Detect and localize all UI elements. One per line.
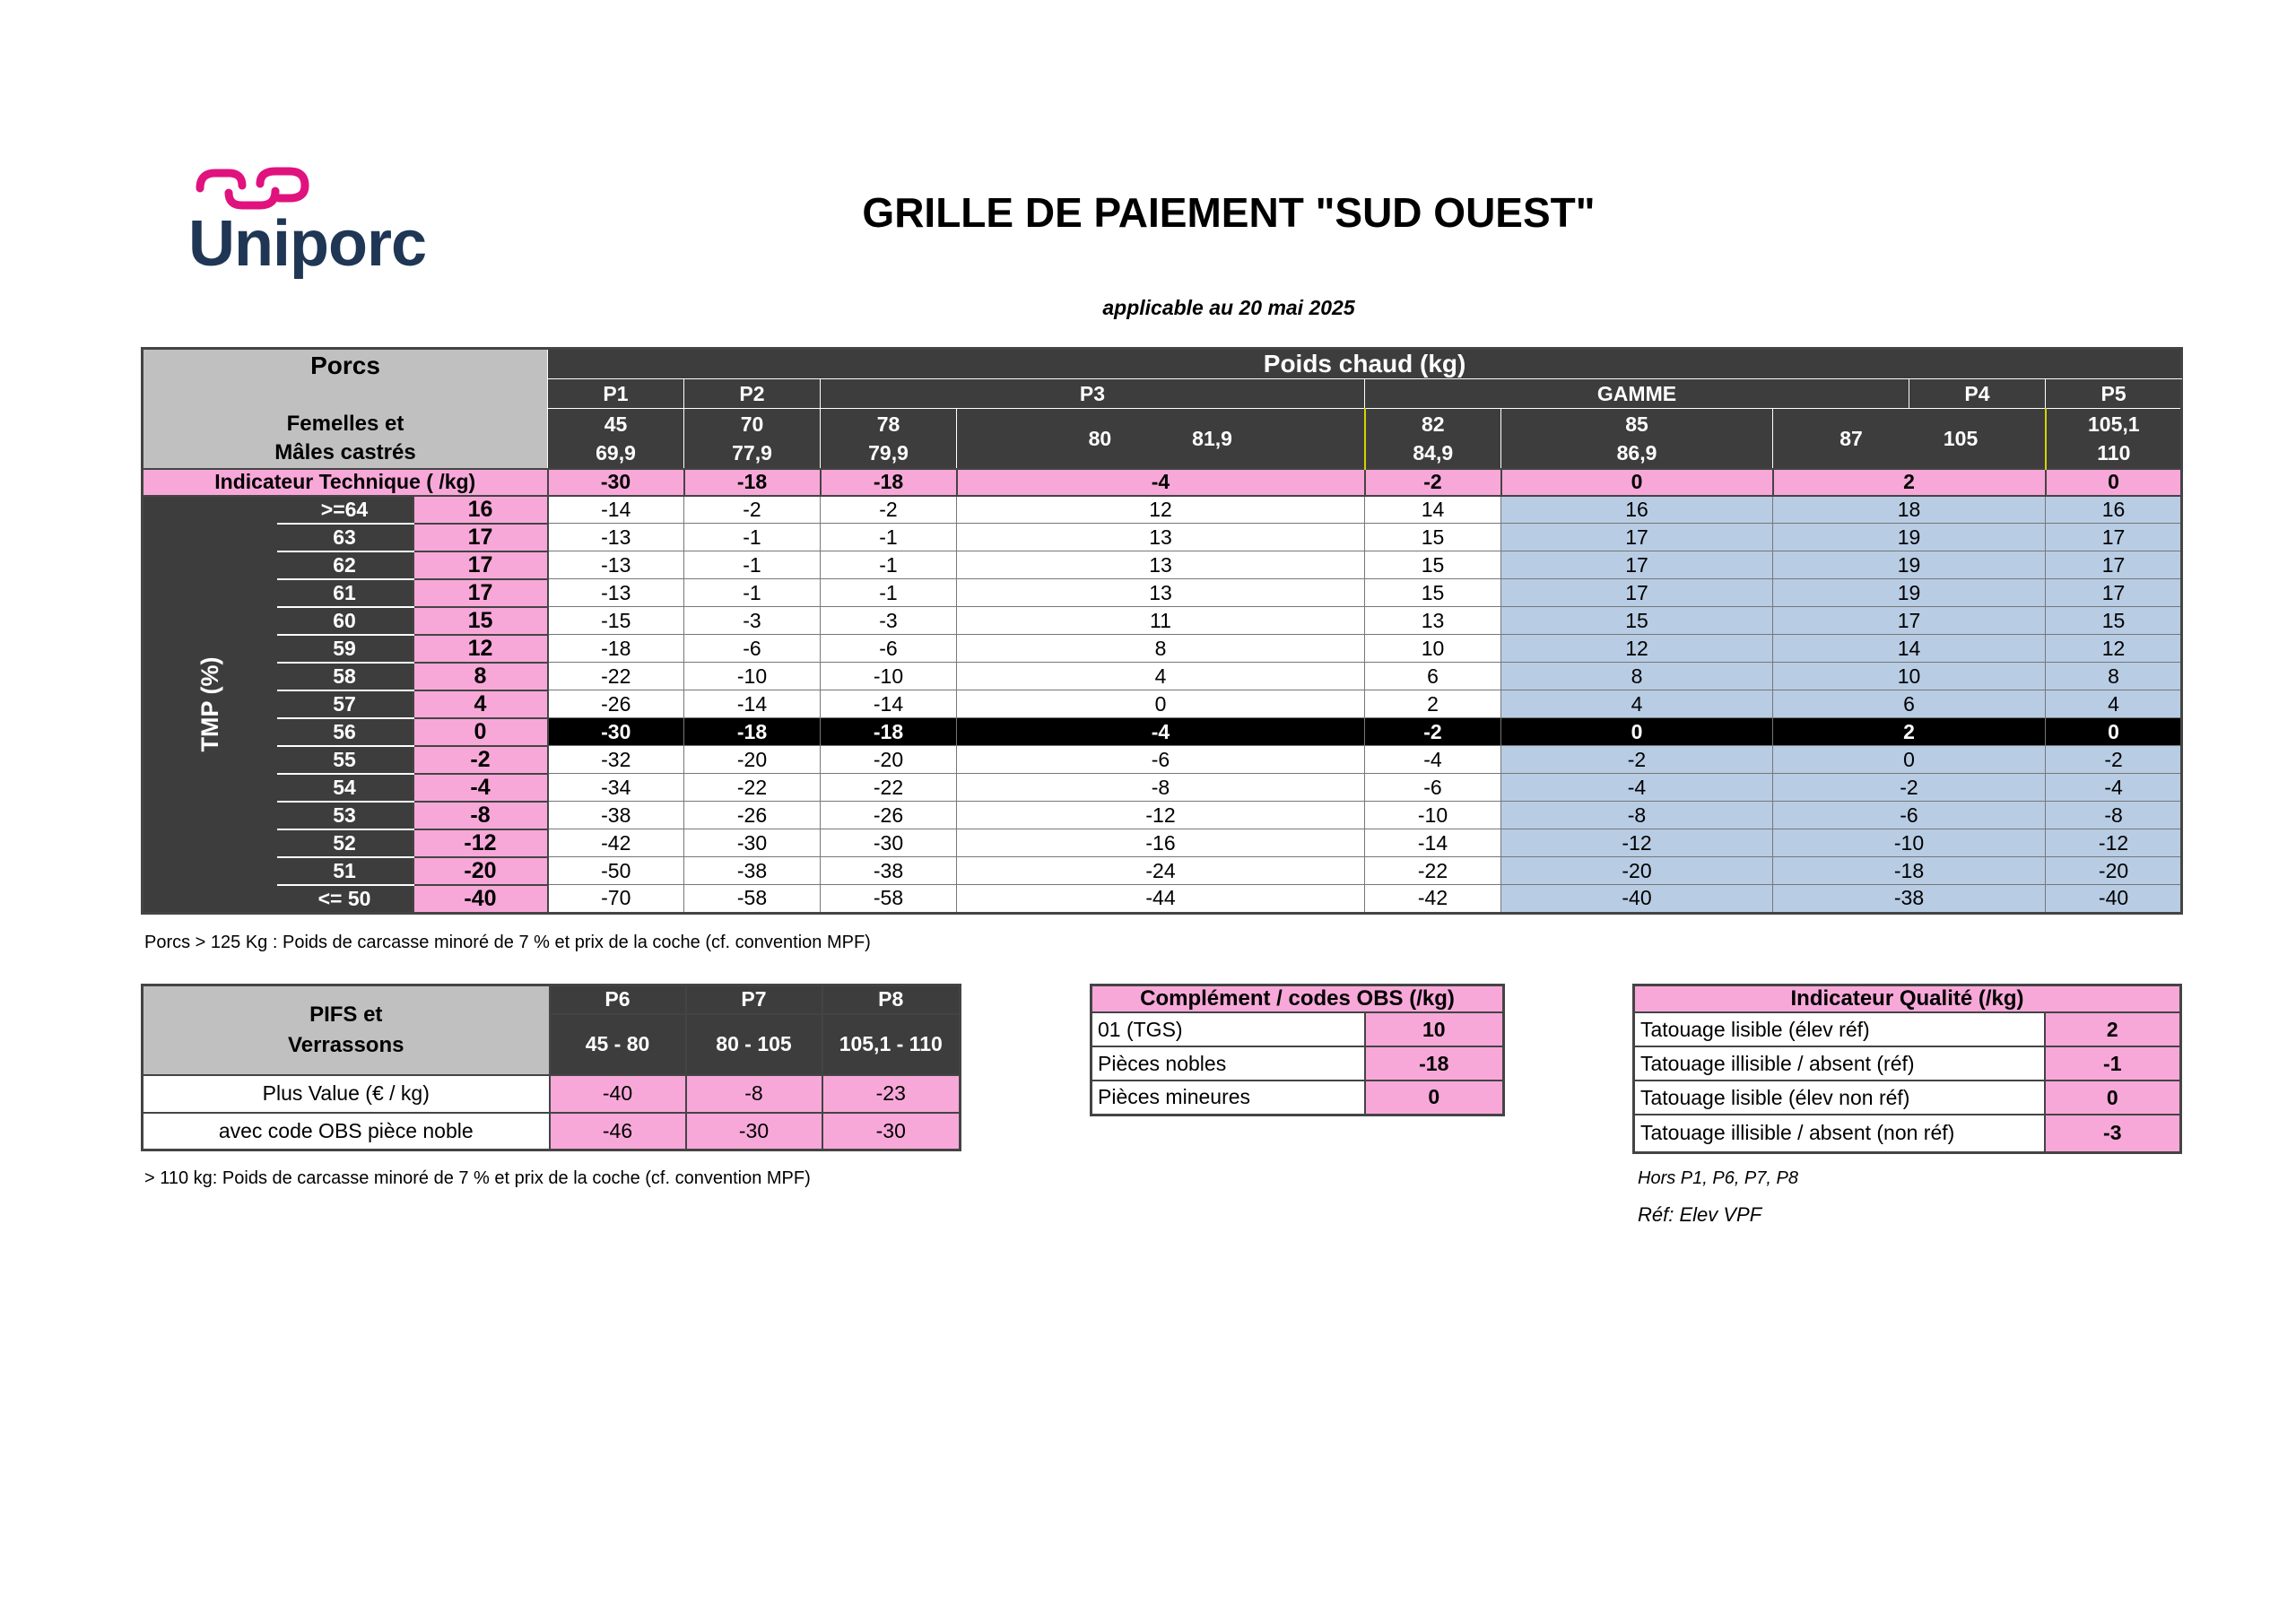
tmp-value: 55 [277, 746, 413, 774]
grid-cell: -40 [1501, 885, 1773, 914]
grid-cell: -10 [684, 663, 821, 690]
logo-wordmark: Uniporc [188, 208, 427, 280]
grid-cell: -20 [2046, 857, 2182, 885]
grid-cell: -6 [1773, 802, 2046, 829]
tmp-indicator: 15 [413, 607, 548, 635]
pifs-value: -23 [822, 1075, 961, 1113]
grid-cell: 15 [1365, 551, 1501, 579]
pifs-value: -8 [686, 1075, 822, 1113]
indicateur-value: -4 [957, 469, 1365, 496]
grid-cell: 19 [1773, 524, 2046, 551]
grid-cell: 6 [1773, 690, 2046, 718]
tmp-value: >=64 [277, 496, 413, 524]
weight-range-header [1501, 409, 1773, 469]
tmp-row [143, 635, 2182, 663]
indicateur-value: -18 [684, 469, 821, 496]
grid-cell: -70 [548, 885, 684, 914]
grid-cell: 2 [1365, 690, 1501, 718]
tmp-row [143, 802, 2182, 829]
tmp-row [143, 857, 2182, 885]
tmp-indicator: 0 [413, 718, 548, 746]
grid-cell: 12 [1501, 635, 1773, 663]
grid-cell: 16 [2046, 496, 2182, 524]
grid-cell: 15 [1365, 524, 1501, 551]
qualite-row-label: Tatouage illisible / absent (non réf) [1634, 1115, 2045, 1152]
group-gamme: GAMME [1365, 379, 1909, 409]
grid-cell: -50 [548, 857, 684, 885]
pifs-range-p7: 80 - 105 [686, 1014, 822, 1075]
tmp-indicator: 16 [413, 496, 548, 524]
porcs-header [143, 349, 548, 409]
grid-cell: 17 [2046, 524, 2182, 551]
tmp-indicator: -8 [413, 802, 548, 829]
grid-cell: 12 [957, 496, 1365, 524]
grid-cell: 4 [1501, 690, 1773, 718]
tmp-indicator: -20 [413, 857, 548, 885]
tmp-indicator: 8 [413, 663, 548, 690]
grid-cell: 4 [957, 663, 1365, 690]
indicateur-value: 2 [1773, 469, 2046, 496]
tmp-row [143, 718, 2182, 746]
pifs-value: -30 [686, 1113, 822, 1150]
tmp-value: 57 [277, 690, 413, 718]
grid-cell: -16 [957, 829, 1365, 857]
porcs-note: Porcs > 125 Kg : Poids de carcasse minoré de 7 % et prix de la coche (cf. convention MPF) [144, 933, 871, 952]
pifs-note: > 110 kg: Poids de carcasse minoré de 7 % et prix de la coche (cf. convention MPF) [144, 1168, 811, 1188]
tmp-row [143, 829, 2182, 857]
grid-cell: -12 [1501, 829, 1773, 857]
tmp-value: 61 [277, 579, 413, 607]
grid-cell: -1 [684, 579, 821, 607]
grid-cell: -8 [1501, 802, 1773, 829]
grid-cell: -34 [548, 774, 684, 802]
grid-cell: 2 [1773, 718, 2046, 746]
tmp-value: 53 [277, 802, 413, 829]
grid-cell: -12 [957, 802, 1365, 829]
femelles-line2: Mâles castrés [274, 439, 416, 464]
range-end: 81,9 [1192, 426, 1232, 450]
weight-range-header [548, 409, 684, 469]
grid-cell: -30 [684, 829, 821, 857]
grid-cell: -3 [821, 607, 957, 635]
pifs-col-p7: P7 [686, 985, 822, 1014]
grid-cell: 0 [2046, 718, 2182, 746]
pifs-range-p6: 45 - 80 [550, 1014, 686, 1075]
grid-cell: 15 [2046, 607, 2182, 635]
tmp-row [143, 579, 2182, 607]
group-p5: P5 [2046, 379, 2182, 409]
grid-cell: -40 [2046, 885, 2182, 914]
grid-cell: -38 [684, 857, 821, 885]
tmp-row [143, 551, 2182, 579]
weight-range-header [821, 409, 957, 469]
range-start: 82 [1421, 412, 1445, 436]
weight-range-header [957, 409, 1365, 469]
tmp-row [143, 607, 2182, 635]
page-title: GRILLE DE PAIEMENT "SUD OUEST" [862, 189, 1596, 236]
range-start: 87 [1839, 426, 1863, 450]
qualite-note-ref: Réf: Elev VPF [1638, 1203, 1762, 1226]
range-start: 78 [876, 412, 900, 436]
tmp-indicator: -4 [413, 774, 548, 802]
grid-cell: 10 [1773, 663, 2046, 690]
grid-cell: -2 [1365, 718, 1501, 746]
grid-cell: -32 [548, 746, 684, 774]
qualite-row-label: Tatouage illisible / absent (réf) [1634, 1046, 2045, 1081]
grid-cell: 8 [957, 635, 1365, 663]
grid-cell: 14 [1365, 496, 1501, 524]
pifs-table [141, 984, 961, 1151]
obs-row-label: Pièces nobles [1091, 1046, 1365, 1081]
grid-cell: -4 [957, 718, 1365, 746]
qualite-value: -1 [2045, 1046, 2181, 1081]
range-end: 86,9 [1616, 440, 1657, 464]
tmp-indicator: 17 [413, 524, 548, 551]
pifs-range-p8: 105,1 - 110 [822, 1014, 961, 1075]
grid-cell: 11 [957, 607, 1365, 635]
tmp-value: 59 [277, 635, 413, 663]
tmp-axis-text: TMP (%) [196, 656, 223, 751]
grid-cell: 17 [1501, 551, 1773, 579]
grid-cell: -38 [821, 857, 957, 885]
grid-cell: -4 [2046, 774, 2182, 802]
grid-cell: -4 [1365, 746, 1501, 774]
indicateur-value: -2 [1365, 469, 1501, 496]
grid-cell: 6 [1365, 663, 1501, 690]
payment-grid-table [141, 347, 2183, 915]
grid-cell: 12 [2046, 635, 2182, 663]
grid-cell: -10 [1365, 802, 1501, 829]
grid-cell: -13 [548, 579, 684, 607]
grid-cell: -2 [2046, 746, 2182, 774]
grid-cell: -20 [821, 746, 957, 774]
grid-cell: -8 [957, 774, 1365, 802]
grid-cell: -8 [2046, 802, 2182, 829]
grid-cell: -2 [684, 496, 821, 524]
grid-cell: 17 [1773, 607, 2046, 635]
tmp-indicator: 4 [413, 690, 548, 718]
grid-cell: -6 [821, 635, 957, 663]
indicateur-value: 0 [1501, 469, 1773, 496]
tmp-value: 58 [277, 663, 413, 690]
grid-cell: 0 [957, 690, 1365, 718]
group-p4: P4 [1909, 379, 2046, 409]
applicable-date: applicable au 20 mai 2025 [1102, 296, 1355, 319]
pifs-row-label: avec code OBS pièce noble [143, 1113, 550, 1150]
obs-row-label: Pièces mineures [1091, 1081, 1365, 1115]
indicateur-value: 0 [2046, 469, 2182, 496]
grid-cell: -30 [821, 829, 957, 857]
grid-cell: 0 [1501, 718, 1773, 746]
tmp-value: 56 [277, 718, 413, 746]
indicateur-value: -30 [548, 469, 684, 496]
tmp-row [143, 524, 2182, 551]
grid-cell: 13 [957, 579, 1365, 607]
tmp-value: 52 [277, 829, 413, 857]
tmp-row [143, 496, 2182, 524]
tmp-indicator: -2 [413, 746, 548, 774]
weight-range-header [684, 409, 821, 469]
tmp-row [143, 885, 2182, 914]
grid-cell: -2 [1773, 774, 2046, 802]
indicateur-technique-label: Indicateur Technique ( /kg) [143, 469, 548, 496]
grid-cell: -15 [548, 607, 684, 635]
pifs-value: -30 [822, 1113, 961, 1150]
grid-cell: -1 [821, 579, 957, 607]
grid-cell: -6 [1365, 774, 1501, 802]
range-end: 110 [2097, 440, 2131, 464]
grid-cell: -1 [684, 551, 821, 579]
grid-cell: -22 [1365, 857, 1501, 885]
grid-cell: -26 [548, 690, 684, 718]
tmp-value: 54 [277, 774, 413, 802]
tmp-value: 63 [277, 524, 413, 551]
femelles-line1: Femelles et [286, 411, 404, 436]
pifs-value: -40 [550, 1075, 686, 1113]
range-start: 85 [1625, 412, 1648, 436]
grid-cell: 17 [2046, 579, 2182, 607]
tmp-row [143, 774, 2182, 802]
grid-cell: -20 [1501, 857, 1773, 885]
grid-cell: 8 [2046, 663, 2182, 690]
grid-cell: 0 [1773, 746, 2046, 774]
tmp-indicator: 17 [413, 579, 548, 607]
grid-cell: 14 [1773, 635, 2046, 663]
range-end: 77,9 [732, 440, 772, 464]
pifs-header [143, 985, 550, 1075]
weight-range-header [1773, 409, 2046, 469]
range-start: 80 [1088, 426, 1112, 450]
obs-value: 10 [1365, 1012, 1504, 1046]
grid-cell: -14 [548, 496, 684, 524]
grid-cell: 15 [1501, 607, 1773, 635]
range-start: 105,1 [2088, 412, 2140, 436]
grid-cell: -38 [1773, 885, 2046, 914]
grid-cell: -13 [548, 524, 684, 551]
tmp-value: 51 [277, 857, 413, 885]
weight-range-header [2046, 409, 2182, 469]
obs-value: -18 [1365, 1046, 1504, 1081]
grid-cell: -38 [548, 802, 684, 829]
grid-cell: -42 [548, 829, 684, 857]
grid-cell: -18 [684, 718, 821, 746]
grid-cell: -10 [821, 663, 957, 690]
grid-cell: -14 [684, 690, 821, 718]
qualite-table [1632, 984, 2182, 1154]
grid-cell: -1 [821, 524, 957, 551]
grid-cell: 16 [1501, 496, 1773, 524]
qualite-value: -3 [2045, 1115, 2181, 1152]
grid-cell: -12 [2046, 829, 2182, 857]
grid-cell: 18 [1773, 496, 2046, 524]
obs-table [1090, 984, 1505, 1116]
poids-chaud-header: Poids chaud (kg) [548, 349, 2182, 379]
qualite-row-label: Tatouage lisible (élev non réf) [1634, 1081, 2045, 1115]
grid-cell: -22 [548, 663, 684, 690]
group-p1: P1 [548, 379, 684, 409]
grid-cell: -6 [684, 635, 821, 663]
indicateur-value: -18 [821, 469, 957, 496]
grid-cell: -4 [1501, 774, 1773, 802]
grid-cell: -20 [684, 746, 821, 774]
grid-cell: -14 [1365, 829, 1501, 857]
grid-cell: -26 [684, 802, 821, 829]
grid-cell: -44 [957, 885, 1365, 914]
grid-cell: -18 [548, 635, 684, 663]
qualite-note-hors: Hors P1, P6, P7, P8 [1638, 1168, 1798, 1188]
range-end: 84,9 [1413, 440, 1454, 464]
grid-cell: -30 [548, 718, 684, 746]
grid-cell: 15 [1365, 579, 1501, 607]
range-end: 69,9 [596, 440, 636, 464]
group-p2: P2 [684, 379, 821, 409]
pifs-row-label: Plus Value (€ / kg) [143, 1075, 550, 1113]
grid-cell: 10 [1365, 635, 1501, 663]
qualite-value: 0 [2045, 1081, 2181, 1115]
grid-cell: 19 [1773, 551, 2046, 579]
range-end: 105 [1943, 426, 1979, 450]
tmp-axis-label [143, 496, 277, 914]
tmp-indicator: -40 [413, 885, 548, 914]
grid-cell: -58 [821, 885, 957, 914]
grid-cell: -26 [821, 802, 957, 829]
pifs-line1: PIFS et [309, 1002, 383, 1027]
grid-cell: 17 [1501, 524, 1773, 551]
grid-cell: 19 [1773, 579, 2046, 607]
qualite-title: Indicateur Qualité (/kg) [1634, 985, 2181, 1013]
grid-cell: -10 [1773, 829, 2046, 857]
grid-cell: 4 [2046, 690, 2182, 718]
grid-cell: -24 [957, 857, 1365, 885]
grid-cell: -58 [684, 885, 821, 914]
tmp-indicator: -12 [413, 829, 548, 857]
grid-cell: -22 [821, 774, 957, 802]
tmp-row [143, 746, 2182, 774]
grid-cell: -18 [821, 718, 957, 746]
obs-row-label: 01 (TGS) [1091, 1012, 1365, 1046]
weight-range-header [1365, 409, 1501, 469]
range-start: 45 [604, 412, 628, 436]
grid-cell: -14 [821, 690, 957, 718]
grid-cell: 8 [1501, 663, 1773, 690]
range-start: 70 [740, 412, 764, 436]
pifs-line2: Verrassons [288, 1032, 404, 1057]
tmp-indicator: 17 [413, 551, 548, 579]
grid-cell: -22 [684, 774, 821, 802]
grid-cell: -13 [548, 551, 684, 579]
grid-cell: 13 [1365, 607, 1501, 635]
grid-cell: 17 [1501, 579, 1773, 607]
tmp-value: 60 [277, 607, 413, 635]
tmp-value: 62 [277, 551, 413, 579]
grid-cell: -2 [821, 496, 957, 524]
tmp-indicator: 12 [413, 635, 548, 663]
grid-cell: 17 [2046, 551, 2182, 579]
range-end: 79,9 [868, 440, 909, 464]
grid-cell: 13 [957, 524, 1365, 551]
pifs-col-p6: P6 [550, 985, 686, 1014]
qualite-row-label: Tatouage lisible (élev réf) [1634, 1012, 2045, 1046]
pifs-value: -46 [550, 1113, 686, 1150]
qualite-value: 2 [2045, 1012, 2181, 1046]
grid-cell: -2 [1501, 746, 1773, 774]
grid-cell: -6 [957, 746, 1365, 774]
porcs-label: Porcs [310, 352, 380, 379]
obs-value: 0 [1365, 1081, 1504, 1115]
femelles-header [143, 409, 548, 469]
grid-cell: -42 [1365, 885, 1501, 914]
obs-title: Complément / codes OBS (/kg) [1091, 985, 1504, 1013]
grid-cell: 13 [957, 551, 1365, 579]
tmp-value: <= 50 [277, 885, 413, 914]
group-p3: P3 [821, 379, 1365, 409]
grid-cell: -1 [821, 551, 957, 579]
grid-cell: -1 [684, 524, 821, 551]
tmp-row [143, 690, 2182, 718]
tmp-row [143, 663, 2182, 690]
pifs-col-p8: P8 [822, 985, 961, 1014]
grid-cell: -3 [684, 607, 821, 635]
grid-cell: -18 [1773, 857, 2046, 885]
